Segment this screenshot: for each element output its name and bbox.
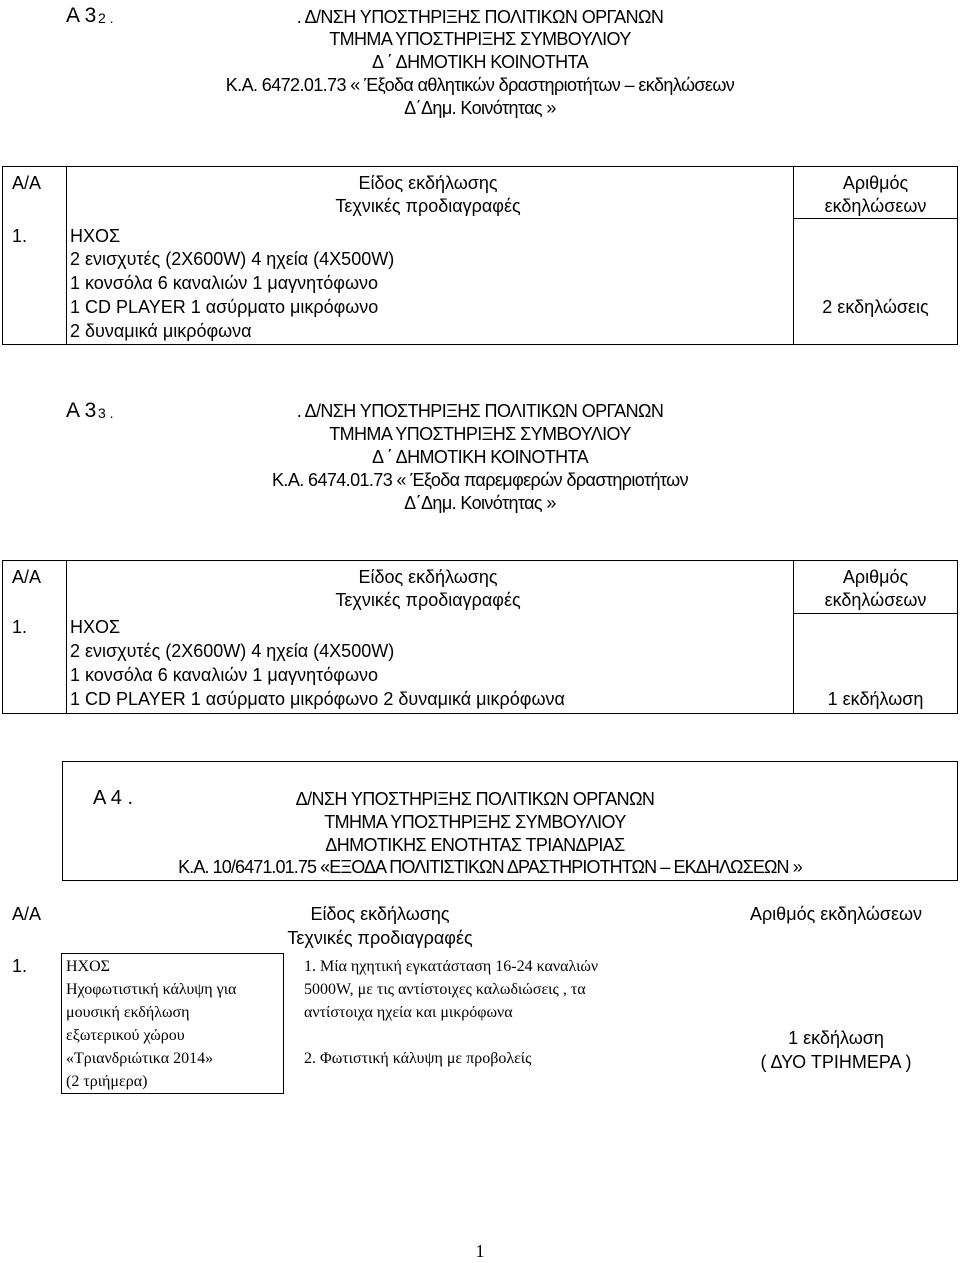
header-line: Δ/ΝΣΗ ΥΠΟΣΤΗΡΙΞΗΣ ΠΟΛΙΤΙΚΩΝ ΟΡΓΑΝΩΝ — [295, 789, 655, 809]
column-header-num: Α/Α — [12, 904, 42, 924]
header-line: Κ.Α. 6472.01.73 « Έξοδα αθλητικών δραστηριοτήτων – εκδηλώσεων — [225, 75, 735, 95]
left-line: Ηχοφωτιστική κάλυψη για — [66, 981, 237, 998]
column-header-specs: Τεχνικές προδιαγραφές — [287, 928, 473, 948]
row-number: 1. — [12, 617, 28, 637]
row-number: 1. — [12, 956, 28, 976]
row-count: 2 εκδηλώσεις — [822, 297, 929, 317]
row-line: 2 ενισχυτές (2Χ600W) 4 ηχεία (4Χ500W) — [70, 249, 395, 269]
column-header-type: Είδος εκδήλωσης — [358, 567, 498, 587]
row-line: 1 κονσόλα 6 καναλιών 1 μαγνητόφωνο — [70, 665, 379, 685]
section-code: Α 3 — [66, 4, 97, 27]
header-line: Κ.Α. 6474.01.73 « Έξοδα παρεμφερών δραστηριοτήτων — [272, 470, 688, 490]
row-count: 1 εκδήλωση — [788, 1028, 884, 1048]
row-line: 1 CD PLAYER 1 ασύρματο μικρόφωνο — [70, 297, 379, 317]
header-line: Δ΄Δημ. Κοινότητας » — [404, 493, 556, 513]
header-line: ΤΜΗΜΑ ΥΠΟΣΤΗΡΙΞΗΣ ΣΥΜΒΟΥΛΙΟΥ — [329, 424, 631, 444]
row-line: ΗΧΟΣ — [70, 617, 121, 637]
column-header-specs: Τεχνικές προδιαγραφές — [335, 196, 521, 216]
column-header-count: Αριθμός εκδηλώσεων — [749, 904, 923, 924]
right-line: 1. Μία ηχητική εγκατάσταση 16-24 καναλιών — [304, 958, 599, 975]
row-line: 1 CD PLAYER 1 ασύρματο μικρόφωνο 2 δυναμικά μικρόφωνα — [70, 689, 565, 709]
column-header-count: Αριθμός — [842, 173, 909, 193]
section-code: Α 3 — [66, 399, 97, 422]
header-line: ΤΜΗΜΑ ΥΠΟΣΤΗΡΙΞΗΣ ΣΥΜΒΟΥΛΙΟΥ — [324, 812, 626, 832]
column-header-specs: Τεχνικές προδιαγραφές — [335, 590, 521, 610]
row-count: 1 εκδήλωση — [827, 689, 924, 709]
right-line: 2. Φωτιστική κάλυψη με προβολείς — [304, 1050, 532, 1067]
header-line: Κ.Α. 10/6471.01.75 «ΕΞΟΔΑ ΠΟΛΙΤΙΣΤΙΚΩΝ ΔΡΑΣΤΗΡΙΟΤΗΤΩΝ – ΕΚΔΗΛΩΣΕΩΝ » — [178, 857, 802, 877]
column-header-type: Είδος εκδήλωσης — [310, 904, 450, 924]
page-number: 1 — [475, 1241, 485, 1261]
row-number: 1. — [12, 226, 28, 246]
column-header-type: Είδος εκδήλωσης — [358, 173, 498, 193]
row-count-detail: ( ΔΥΟ ΤΡΙΗΜΕΡΑ ) — [760, 1052, 912, 1072]
left-line: μουσική εκδήλωση — [66, 1004, 190, 1021]
header-line: Δ΄Δημ. Κοινότητας » — [404, 98, 556, 118]
column-header-count: Αριθμός — [842, 567, 909, 587]
left-line: (2 τριήμερα) — [66, 1073, 148, 1090]
column-header-num: Α/Α — [12, 567, 42, 587]
section-code-suffix: 2 . — [98, 10, 114, 26]
row-line: 2 ενισχυτές (2Χ600W) 4 ηχεία (4Χ500W) — [70, 641, 395, 661]
row-line: 1 κονσόλα 6 καναλιών 1 μαγνητόφωνο — [70, 273, 379, 293]
header-line: Δ ΄ ΔΗΜΟΤΙΚΗ ΚΟΙΝΟΤΗΤΑ — [372, 447, 588, 467]
header-line: . Δ/ΝΣΗ ΥΠΟΣΤΗΡΙΞΗΣ ΠΟΛΙΤΙΚΩΝ ΟΡΓΑΝΩΝ — [296, 401, 664, 421]
header-line: . Δ/ΝΣΗ ΥΠΟΣΤΗΡΙΞΗΣ ΠΟΛΙΤΙΚΩΝ ΟΡΓΑΝΩΝ — [296, 7, 664, 27]
right-line: αντίστοιχα ηχεία και μικρόφωνα — [304, 1004, 513, 1021]
header-line: Δ ΄ ΔΗΜΟΤΙΚΗ ΚΟΙΝΟΤΗΤΑ — [372, 52, 588, 72]
left-line: «Τριανδριώτικα 2014» — [66, 1050, 214, 1067]
section-code-suffix: 3 . — [98, 405, 114, 421]
header-line: ΤΜΗΜΑ ΥΠΟΣΤΗΡΙΞΗΣ ΣΥΜΒΟΥΛΙΟΥ — [329, 29, 631, 49]
left-line: ΗΧΟΣ — [66, 958, 110, 975]
column-header-num: Α/Α — [12, 173, 42, 193]
row-line: ΗΧΟΣ — [70, 226, 121, 246]
column-header-count: εκδηλώσεων — [824, 590, 927, 610]
column-header-count: εκδηλώσεων — [824, 196, 927, 216]
row-line: 2 δυναμικά μικρόφωνα — [70, 321, 252, 341]
section-code: Α 4 . — [93, 787, 134, 809]
left-line: εξωτερικού χώρου — [66, 1027, 185, 1044]
right-line: 5000W, με τις αντίστοιχες καλωδιώσεις , τα — [304, 981, 586, 998]
header-line: ΔΗΜΟΤΙΚΗΣ ΕΝΟΤΗΤΑΣ ΤΡΙΑΝΔΡΙΑΣ — [325, 835, 625, 855]
